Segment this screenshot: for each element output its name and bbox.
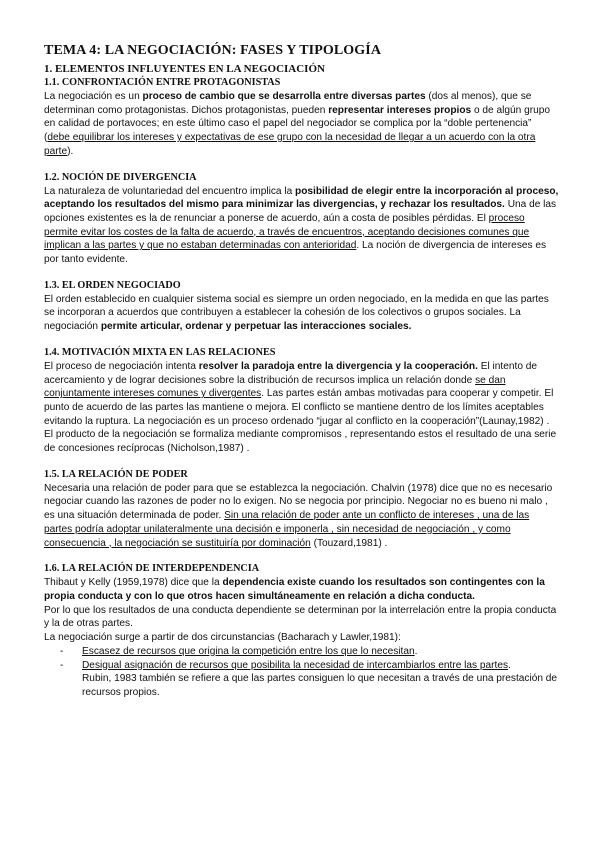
bold-span: permite articular, ordenar y perpetuar las interacciones sociales.	[100, 321, 412, 333]
text-span: .	[414, 645, 418, 657]
section-heading: 1.2. NOCIÓN DE DIVERGENCIA	[44, 171, 197, 183]
list-item	[44, 645, 560, 659]
bold-span: posibilidad de elegir entre la incorporación al proceso, aceptando los resultados del mismo para minimizar las divergencias, y rechazar los resultados.	[44, 185, 559, 211]
section-relacion-poder	[44, 468, 560, 551]
text-span: . La noción de divergencia de intereses es por tanto evidente.	[44, 240, 547, 266]
bold-span: dependencia existe cuando los resultados son contingentes con la propia conducta y con lo que otros hacen simultáneamente en relación a dicha conducta.	[44, 577, 545, 602]
text-span: El proceso de negociación intenta	[44, 360, 199, 372]
text-span: Rubin, 1983 también se refiere a que las partes consiguen lo que necesitan a través de una prestación de recursos propios.	[82, 673, 558, 698]
chapter-heading: 1. ELEMENTOS INFLUYENTES EN LA NEGOCIACIÓN	[44, 63, 325, 75]
underlined-span: se dan conjuntamente intereses comunes y divergentes	[44, 374, 506, 400]
dash-bullet: -	[60, 659, 64, 671]
document-title: TEMA 4: LA NEGOCIACIÓN: FASES Y TIPOLOGÍA	[44, 43, 382, 58]
bold-span: resolver la paradoja entre la divergencia y la cooperación.	[198, 360, 478, 372]
text-span: Necesaria una relación de poder para que se establezca la negociación. Chalvin (1978) dice que no es necesario negociar cuando las razones de poder no lo exigen. No se negocia por principio. Negociar no es bueno ni malo , es una situación determinada de poder.	[44, 482, 553, 522]
section-paragraph	[44, 576, 560, 603]
bold-span: proceso de cambio que se desarrolla entre diversas partes	[142, 91, 426, 102]
underlined-span: Sin una relación de poder ante un conflicto de intereses , una de las partes podría adoptar unilateralmente una decisión e imponerla , sin necesidad de negociación , y como consecuencia , la negociación se sustituiría por dominación	[44, 510, 530, 549]
text-span: La negociación es un	[44, 91, 143, 102]
section-orden-negociado	[44, 279, 560, 334]
section-paragraph	[44, 360, 560, 456]
text-span: (Touzard,1981) .	[310, 537, 388, 549]
section-paragraph	[44, 90, 560, 159]
text-span: Thibaut y Kelly (1959,1978) dice que la	[44, 577, 223, 589]
section-heading: 1.1. CONFRONTACIÓN ENTRE PROTAGONISTAS	[44, 77, 281, 88]
section-paragraph	[44, 185, 560, 267]
document-page	[44, 42, 560, 700]
text-span: Una de las opciones existentes es la de renunciar a ponerse de acuerdo, aún a costa de posibles pérdidas. El	[44, 199, 557, 224]
section-divergencia	[44, 171, 560, 267]
section-heading: 1.3. EL ORDEN NEGOCIADO	[44, 279, 181, 291]
section-paragraph: La negociación surge a partir de dos circunstancias (Bacharach y Lawler,1981):	[44, 632, 401, 644]
section-paragraph: Por lo que los resultados de una conducta dependiente se determinan por la interrelación entre la propia conducta y la de otras partes.	[44, 604, 557, 630]
text-span: ).	[67, 145, 74, 157]
list-item	[44, 659, 560, 700]
section-paragraph	[44, 293, 560, 334]
section-heading: 1.4. MOTIVACIÓN MIXTA EN LAS RELACIONES	[44, 346, 276, 358]
underlined-span: debe equilibrar los intereses y expectativas de ese grupo con la necesidad de llegar a un acuerdo con la otra parte	[44, 132, 536, 157]
section-paragraph	[44, 482, 560, 551]
section-confrontacion	[44, 76, 560, 159]
text-span: El orden establecido en cualquier sistema social es siempre un orden negociado, en la medida en que las partes se incorporan a acuerdos que contribuyen a establecer la cohesión de los colectivos o grupos sociales. La negociación	[44, 293, 549, 333]
section-heading: 1.6. LA RELACIÓN DE INTERDEPENDENCIA	[44, 563, 260, 575]
dash-bullet: -	[60, 645, 64, 657]
section-motivacion-mixta	[44, 346, 560, 456]
text-span: La naturaleza de voluntariedad del encuentro implica la	[44, 185, 296, 197]
underlined-span: proceso permite evitar los costes de la falta de acuerdo, a través de encuentros, aceptando decisiones comunes que implican a las partes y que no estaban determinadas con anterioridad	[44, 212, 530, 252]
text-span: . Las partes están ambas motivadas para cooperar y competir. El punto de acuerdo de las partes las mantiene o mejora. El conflicto se mantiene dentro de los límites aceptables evitando la ruptura. La negociación es un proceso ordenado “jugar al conflicto en la cooperación”(Launay,1982) . El producto de la negociación se formaliza mediante compromisos , representando estos el resultado de una serie de concesiones recíprocas (Nicholson,1987) .	[44, 388, 557, 455]
text-span: (dos al menos), que se determinan como protagonistas. Dichos protagonistas, pueden	[44, 91, 532, 116]
circumstances-list	[44, 645, 560, 700]
text-span: El intento de acercamiento y de lograr decisiones sobre la distribución de recursos implica un relación donde	[44, 360, 538, 386]
bold-span: representar intereses propios	[328, 104, 472, 116]
text-span: .	[508, 659, 511, 671]
underlined-span: Escasez de recursos que origina la competición entre los que lo necesitan	[82, 645, 415, 657]
section-heading: 1.5. LA RELACIÓN DE PODER	[44, 468, 188, 480]
underlined-span: Desigual asignación de recursos que posibilita la necesidad de intercambiarlos entre las partes	[82, 659, 509, 671]
section-interdependencia	[44, 562, 560, 699]
text-span: o de algún grupo en calidad de portavoces; en este último caso el papel del negociador se complica por la “doble pertenencia” (	[44, 104, 550, 144]
